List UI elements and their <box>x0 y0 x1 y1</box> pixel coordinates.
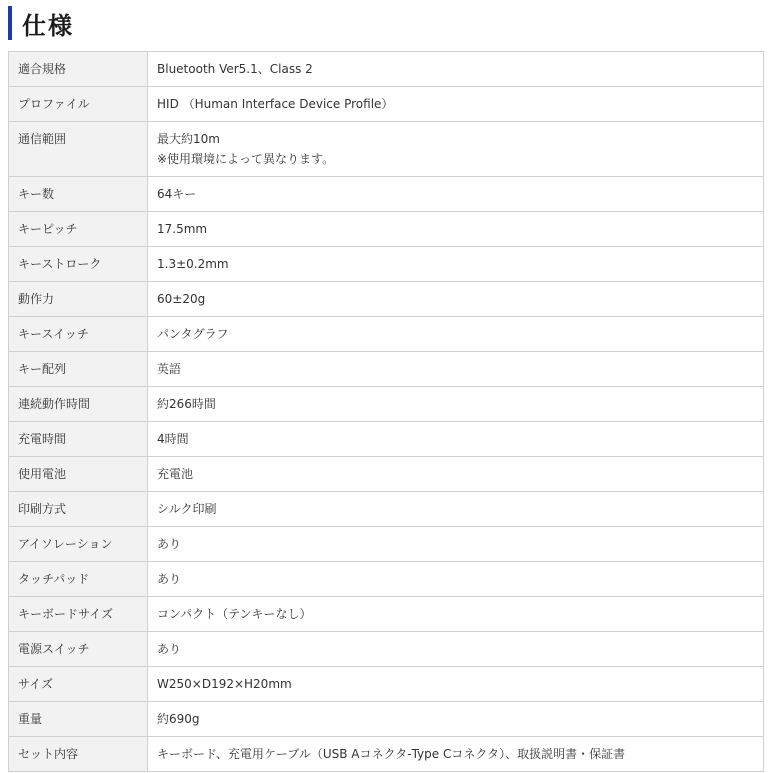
spec-value: 充電池 <box>148 457 764 492</box>
spec-value: 1.3±0.2mm <box>148 247 764 282</box>
spec-label: 通信範囲 <box>9 122 148 177</box>
spec-label: セット内容 <box>9 737 148 772</box>
section-heading-text: 仕様 <box>22 11 74 40</box>
table-row <box>9 122 764 177</box>
spec-value: 最大約10m <box>157 132 220 146</box>
table-row <box>9 737 764 772</box>
spec-value: あり <box>148 527 764 562</box>
spec-label: キーストローク <box>9 247 148 282</box>
spec-value: HID （Human Interface Device Profile） <box>148 87 764 122</box>
spec-label: 重量 <box>9 702 148 737</box>
spec-value: 約266時間 <box>148 387 764 422</box>
spec-label: 印刷方式 <box>9 492 148 527</box>
spec-label: サイズ <box>9 667 148 702</box>
spec-label: キー数 <box>9 177 148 212</box>
table-row <box>9 597 764 632</box>
spec-value: あり <box>148 632 764 667</box>
spec-label: 動作力 <box>9 282 148 317</box>
spec-label: 連続動作時間 <box>9 387 148 422</box>
spec-label: 適合規格 <box>9 52 148 87</box>
spec-label: 充電時間 <box>9 422 148 457</box>
table-row <box>9 632 764 667</box>
spec-label: 電源スイッチ <box>9 632 148 667</box>
table-row <box>9 422 764 457</box>
section-heading <box>8 6 74 40</box>
spec-label: プロファイル <box>9 87 148 122</box>
table-row <box>9 282 764 317</box>
spec-value-cell <box>148 122 764 177</box>
table-row <box>9 212 764 247</box>
table-row <box>9 667 764 702</box>
spec-value: あり <box>148 562 764 597</box>
table-row <box>9 247 764 282</box>
spec-value: Bluetooth Ver5.1、Class 2 <box>148 52 764 87</box>
spec-value: 17.5mm <box>148 212 764 247</box>
table-row <box>9 387 764 422</box>
spec-value: W250×D192×H20mm <box>148 667 764 702</box>
spec-value: コンパクト（テンキーなし） <box>148 597 764 632</box>
spec-value: 64キー <box>148 177 764 212</box>
table-row <box>9 177 764 212</box>
spec-value: 約690g <box>148 702 764 737</box>
spec-table <box>8 51 764 772</box>
table-row <box>9 492 764 527</box>
spec-label: タッチパッド <box>9 562 148 597</box>
spec-label: キー配列 <box>9 352 148 387</box>
spec-value: 英語 <box>148 352 764 387</box>
spec-value: シルク印刷 <box>148 492 764 527</box>
spec-label: キースイッチ <box>9 317 148 352</box>
spec-label: アイソレーション <box>9 527 148 562</box>
table-row <box>9 87 764 122</box>
table-row <box>9 562 764 597</box>
spec-value: 4時間 <box>148 422 764 457</box>
table-row <box>9 317 764 352</box>
table-row <box>9 52 764 87</box>
spec-value: キーボード、充電用ケーブル（USB Aコネクタ-Type Cコネクタ）、取扱説明書・保証書 <box>148 737 764 772</box>
spec-value: パンタグラフ <box>148 317 764 352</box>
spec-label: キーボードサイズ <box>9 597 148 632</box>
spec-label: キーピッチ <box>9 212 148 247</box>
spec-value: 60±20g <box>148 282 764 317</box>
table-row <box>9 527 764 562</box>
table-row <box>9 702 764 737</box>
spec-label: 使用電池 <box>9 457 148 492</box>
spec-note: ※使用環境によって異なります。 <box>157 152 335 166</box>
table-row <box>9 457 764 492</box>
table-row <box>9 352 764 387</box>
